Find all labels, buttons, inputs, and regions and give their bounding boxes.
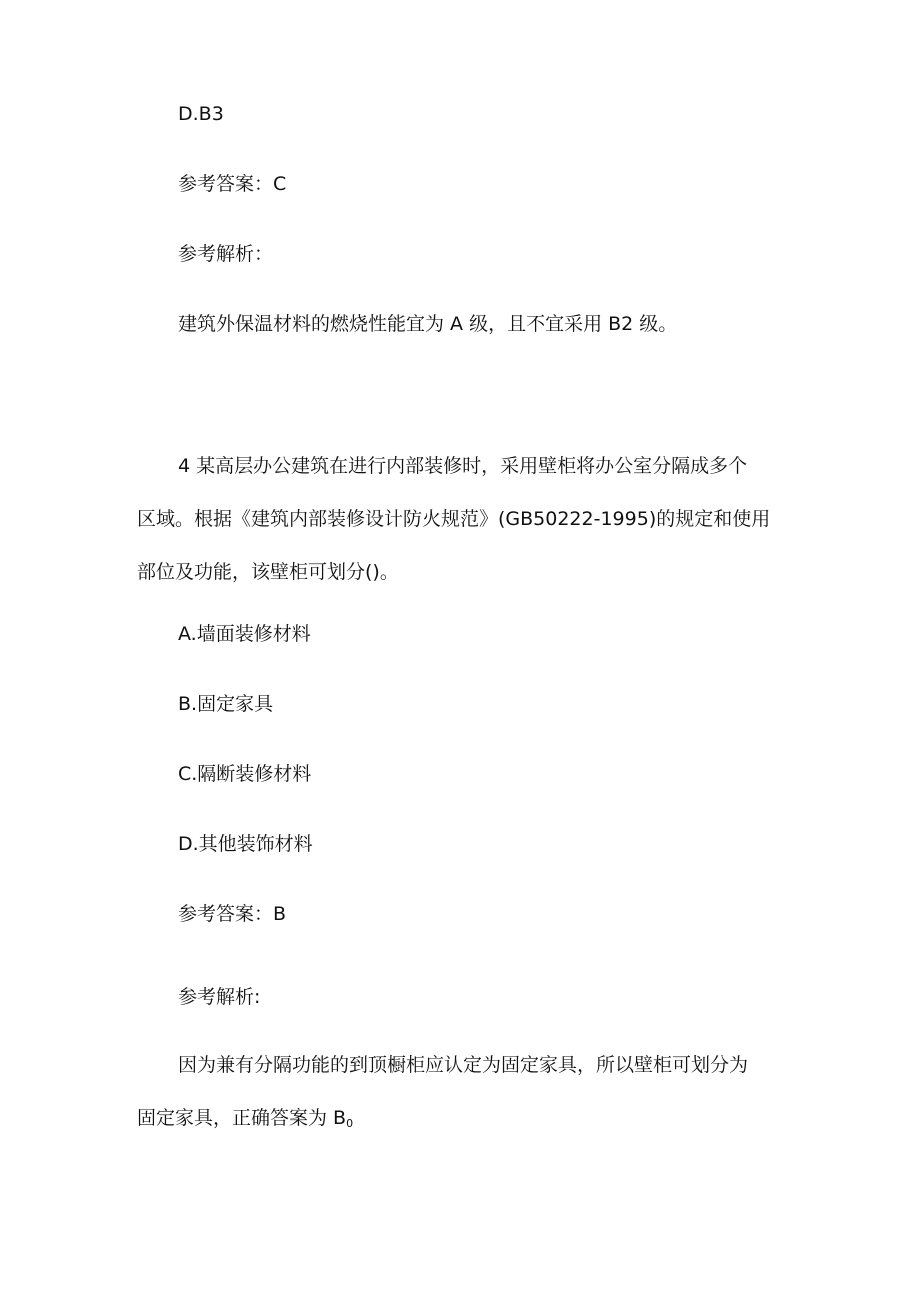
- question-4-option-a: A.墙面装修材料: [178, 623, 311, 645]
- prev-analysis-text: 建筑外保温材料的燃烧性能宜为 A 级，且不宜采用 B2 级。: [178, 313, 678, 335]
- prev-analysis-label: 参考解析：: [178, 243, 274, 265]
- prev-option-d: D.B3: [178, 103, 224, 125]
- question-4-reference-answer: 参考答案：B: [178, 903, 287, 925]
- question-4-analysis: [137, 1052, 797, 1131]
- question-4-analysis-subscript: 0: [346, 1117, 354, 1130]
- prev-reference-answer: 参考答案：C: [178, 173, 287, 195]
- question-4-option-b: B.固定家具: [178, 693, 274, 715]
- question-4-analysis-line-2: [137, 1105, 797, 1131]
- question-4-option-d: D.其他装饰材料: [178, 833, 313, 855]
- question-4-analysis-label: 参考解析:: [178, 986, 261, 1008]
- question-4-stem-line-1: 4 某高层办公建筑在进行内部装修时，采用壁柜将办公室分隔成多个: [178, 455, 748, 477]
- question-4-stem-line-2: 区域。根据《建筑内部装修设计防火规范》(GB50222-1995)的规定和使用: [137, 508, 771, 530]
- question-4-analysis-line-2-text: 固定家具，正确答案为 B: [137, 1107, 347, 1129]
- question-4-option-c: C.隔断装修材料: [178, 763, 312, 785]
- question-4-analysis-line-1: 因为兼有分隔功能的到顶橱柜应认定为固定家具，所以壁柜可划分为: [178, 1054, 749, 1076]
- question-4-stem: [137, 453, 797, 585]
- question-4-stem-line-3: 部位及功能，该壁柜可划分()。: [137, 561, 399, 583]
